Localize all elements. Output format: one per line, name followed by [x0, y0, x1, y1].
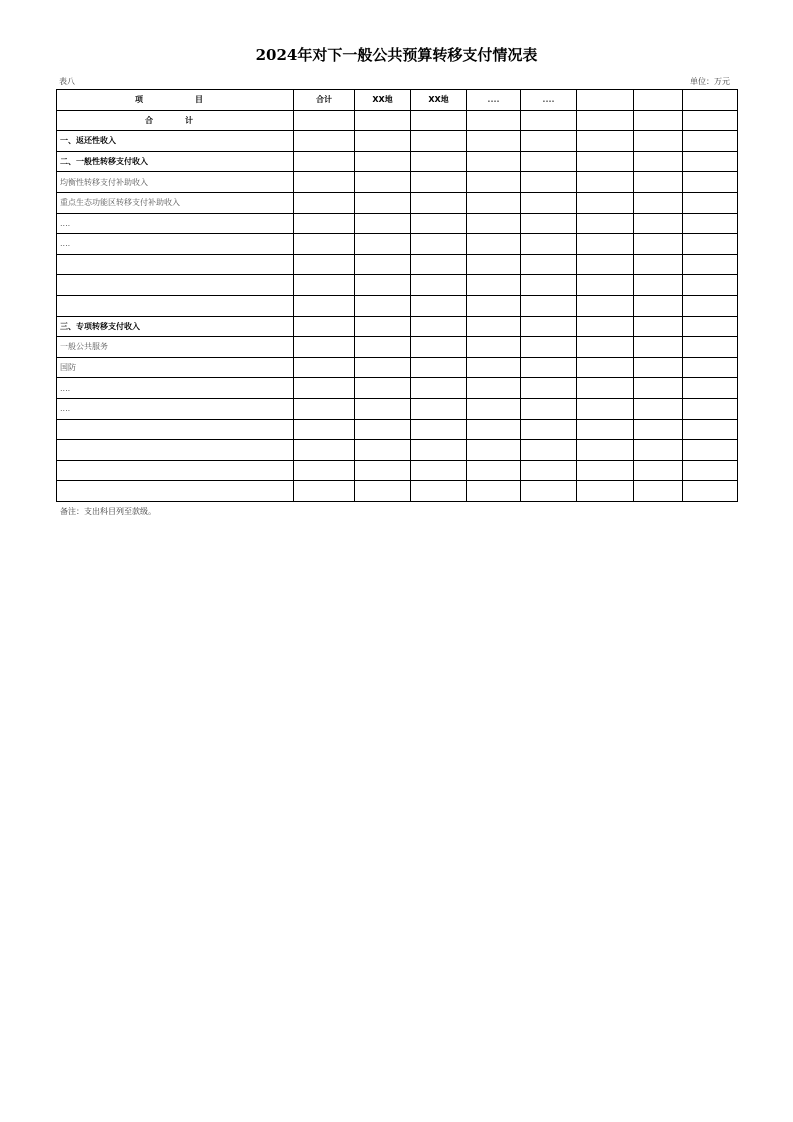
table-cell — [294, 398, 355, 419]
table-row — [57, 316, 738, 337]
table-cell — [577, 275, 634, 296]
column-header-blank-2 — [634, 90, 683, 111]
table-cell — [294, 254, 355, 275]
table-cell — [634, 337, 683, 358]
table-cell — [683, 316, 738, 337]
table-cell — [467, 357, 521, 378]
table-cell — [577, 254, 634, 275]
table-cell — [683, 151, 738, 172]
table-row — [57, 398, 738, 419]
table-row — [57, 131, 738, 152]
table-row — [57, 440, 738, 461]
table-cell — [355, 213, 411, 234]
table-cell — [411, 254, 467, 275]
table-row — [57, 460, 738, 481]
table-cell — [521, 234, 577, 255]
table-cell — [577, 192, 634, 213]
transfer-payment-table — [56, 89, 738, 502]
table-cell — [634, 481, 683, 502]
table-cell — [683, 460, 738, 481]
table-cell — [411, 275, 467, 296]
row-label: 一般公共服务 — [57, 337, 294, 358]
row-label: .... — [57, 213, 294, 234]
table-cell — [634, 460, 683, 481]
table-cell — [467, 131, 521, 152]
table-cell — [467, 172, 521, 193]
table-cell — [467, 151, 521, 172]
table-cell — [294, 316, 355, 337]
table-cell — [683, 419, 738, 440]
row-label: 二、一般性转移支付收入 — [57, 151, 294, 172]
table-cell — [467, 275, 521, 296]
table-cell — [634, 440, 683, 461]
table-cell — [634, 254, 683, 275]
table-cell — [294, 234, 355, 255]
table-cell — [294, 172, 355, 193]
column-header-more-2: .... — [521, 90, 577, 111]
table-cell — [521, 460, 577, 481]
table-cell — [355, 398, 411, 419]
table-cell — [521, 275, 577, 296]
table-cell — [634, 192, 683, 213]
table-cell — [355, 275, 411, 296]
table-cell — [634, 213, 683, 234]
row-label — [57, 460, 294, 481]
table-row — [57, 275, 738, 296]
table-body — [57, 110, 738, 501]
table-cell — [634, 378, 683, 399]
table-cell — [294, 295, 355, 316]
table-cell — [411, 337, 467, 358]
table-cell — [577, 398, 634, 419]
row-label — [57, 440, 294, 461]
table-cell — [521, 172, 577, 193]
table-cell — [634, 172, 683, 193]
table-cell — [634, 234, 683, 255]
table-cell — [467, 440, 521, 461]
table-cell — [411, 172, 467, 193]
table-cell — [683, 481, 738, 502]
row-label — [57, 481, 294, 502]
table-cell — [411, 398, 467, 419]
table-cell — [577, 151, 634, 172]
table-cell — [521, 337, 577, 358]
table-cell — [521, 398, 577, 419]
row-label: 均衡性转移支付补助收入 — [57, 172, 294, 193]
table-cell — [294, 419, 355, 440]
table-cell — [467, 337, 521, 358]
table-cell — [683, 234, 738, 255]
table-cell — [521, 213, 577, 234]
table-cell — [355, 192, 411, 213]
column-header-item: 项 目 — [57, 90, 294, 111]
row-label: 合 计 — [57, 110, 294, 131]
table-cell — [683, 357, 738, 378]
row-label — [57, 419, 294, 440]
table-cell — [521, 192, 577, 213]
table-cell — [411, 419, 467, 440]
table-cell — [634, 357, 683, 378]
row-label: .... — [57, 234, 294, 255]
table-cell — [294, 460, 355, 481]
table-cell — [294, 151, 355, 172]
table-cell — [683, 378, 738, 399]
table-row — [57, 172, 738, 193]
row-label: 国防 — [57, 357, 294, 378]
table-number: 表八 — [59, 77, 75, 86]
table-cell — [683, 275, 738, 296]
table-cell — [411, 378, 467, 399]
table-cell — [411, 295, 467, 316]
table-cell — [355, 295, 411, 316]
table-cell — [467, 192, 521, 213]
footnote: 备注：支出科目列至款级。 — [60, 507, 156, 516]
table-row — [57, 295, 738, 316]
column-header-more-1: .... — [467, 90, 521, 111]
table-cell — [577, 460, 634, 481]
table-cell — [411, 151, 467, 172]
table-cell — [521, 481, 577, 502]
table-cell — [355, 131, 411, 152]
table-cell — [467, 460, 521, 481]
table-cell — [577, 234, 634, 255]
table-cell — [355, 460, 411, 481]
row-label — [57, 275, 294, 296]
column-header-blank-3 — [683, 90, 738, 111]
table-row — [57, 234, 738, 255]
table-cell — [467, 295, 521, 316]
table-cell — [294, 213, 355, 234]
table-cell — [683, 254, 738, 275]
table-cell — [355, 172, 411, 193]
table-cell — [467, 213, 521, 234]
table-cell — [355, 110, 411, 131]
table-cell — [521, 151, 577, 172]
table-cell — [577, 316, 634, 337]
table-cell — [683, 192, 738, 213]
table-cell — [294, 192, 355, 213]
table-cell — [355, 481, 411, 502]
row-label — [57, 295, 294, 316]
table-cell — [467, 378, 521, 399]
table-cell — [634, 275, 683, 296]
table-cell — [467, 254, 521, 275]
table-cell — [294, 275, 355, 296]
table-cell — [577, 213, 634, 234]
table-row — [57, 110, 738, 131]
table-cell — [467, 234, 521, 255]
table-cell — [294, 110, 355, 131]
table-row — [57, 213, 738, 234]
table-cell — [683, 337, 738, 358]
table-cell — [521, 440, 577, 461]
table-row — [57, 419, 738, 440]
table-cell — [355, 151, 411, 172]
table-cell — [355, 234, 411, 255]
table-cell — [411, 316, 467, 337]
table-row — [57, 378, 738, 399]
table-cell — [355, 254, 411, 275]
unit-label: 单位：万元 — [690, 77, 730, 86]
row-label: 一、返还性收入 — [57, 131, 294, 152]
document-title: 2024年对下一般公共预算转移支付情况表 — [255, 46, 538, 64]
table-cell — [411, 234, 467, 255]
table-cell — [577, 419, 634, 440]
table-cell — [521, 419, 577, 440]
column-header-region-1: XX地 — [355, 90, 411, 111]
table-cell — [521, 254, 577, 275]
table-cell — [411, 192, 467, 213]
header-row — [57, 90, 738, 111]
table-cell — [411, 131, 467, 152]
table-cell — [683, 398, 738, 419]
table-cell — [577, 131, 634, 152]
table-cell — [411, 357, 467, 378]
table-cell — [355, 440, 411, 461]
table-cell — [467, 481, 521, 502]
table-cell — [355, 337, 411, 358]
table-row — [57, 192, 738, 213]
table-cell — [577, 110, 634, 131]
table-cell — [521, 357, 577, 378]
table-cell — [634, 110, 683, 131]
table-cell — [577, 357, 634, 378]
table-cell — [294, 357, 355, 378]
row-label: .... — [57, 378, 294, 399]
table-cell — [467, 110, 521, 131]
table-cell — [683, 440, 738, 461]
row-label — [57, 254, 294, 275]
table-row — [57, 254, 738, 275]
table-cell — [683, 295, 738, 316]
table-row — [57, 481, 738, 502]
table-cell — [411, 481, 467, 502]
table-cell — [467, 419, 521, 440]
table-cell — [683, 172, 738, 193]
table-cell — [634, 419, 683, 440]
row-label: .... — [57, 398, 294, 419]
table-row — [57, 151, 738, 172]
table-row — [57, 337, 738, 358]
table-cell — [411, 110, 467, 131]
table-cell — [355, 316, 411, 337]
table-cell — [634, 151, 683, 172]
table-cell — [683, 131, 738, 152]
row-label: 重点生态功能区转移支付补助收入 — [57, 192, 294, 213]
table-cell — [294, 481, 355, 502]
table-cell — [521, 295, 577, 316]
table-cell — [634, 131, 683, 152]
table-cell — [411, 213, 467, 234]
table-cell — [577, 481, 634, 502]
table-cell — [577, 378, 634, 399]
table-cell — [521, 378, 577, 399]
table-cell — [294, 378, 355, 399]
table-cell — [577, 337, 634, 358]
table-cell — [521, 110, 577, 131]
table-cell — [355, 419, 411, 440]
table-cell — [467, 398, 521, 419]
table-cell — [294, 131, 355, 152]
table-cell — [411, 440, 467, 461]
table-cell — [411, 460, 467, 481]
table-row — [57, 357, 738, 378]
table-cell — [355, 357, 411, 378]
table-cell — [577, 440, 634, 461]
table-cell — [467, 316, 521, 337]
table-cell — [577, 172, 634, 193]
column-header-total: 合计 — [294, 90, 355, 111]
table-cell — [634, 398, 683, 419]
table-cell — [634, 295, 683, 316]
table-cell — [294, 440, 355, 461]
column-header-region-2: XX地 — [411, 90, 467, 111]
row-label: 三、专项转移支付收入 — [57, 316, 294, 337]
table-cell — [521, 131, 577, 152]
table-cell — [294, 337, 355, 358]
table-cell — [355, 378, 411, 399]
column-header-blank-1 — [577, 90, 634, 111]
table-cell — [634, 316, 683, 337]
table-cell — [521, 316, 577, 337]
table-cell — [683, 110, 738, 131]
table-cell — [577, 295, 634, 316]
table-cell — [683, 213, 738, 234]
